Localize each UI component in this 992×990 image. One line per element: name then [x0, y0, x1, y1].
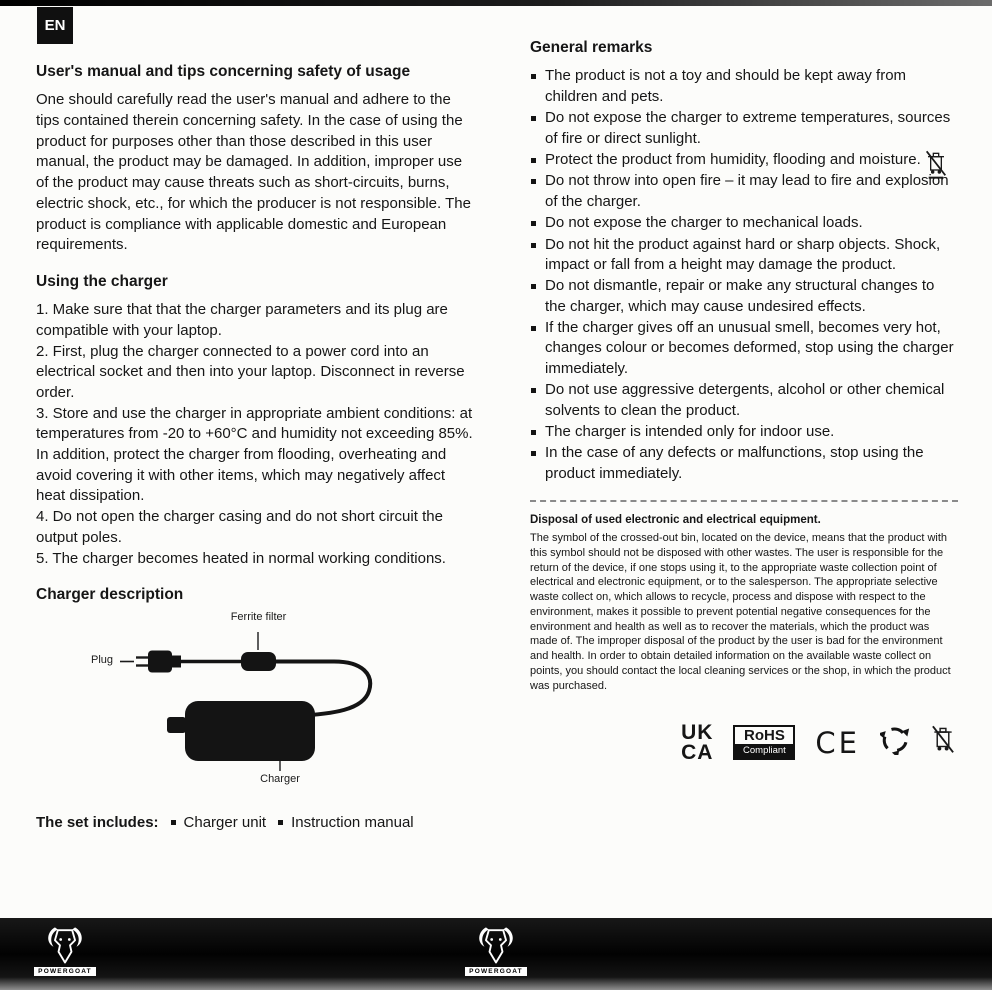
disposal-body: The symbol of the crossed-out bin, located on the device, means that the product with this symbol should not be disposed with other wastes. The user is responsible for the return of the device, if one stops using it, to the appropriate waste collection point of electrical and electronic equipment, or to the salesperson. The appropriate selective waste collect on, which allows to recycle, process and dispose with respect to the environment, makes it possible to prevent potential negative consequences for the environment and health as well as to recover the materials, which the product was made of. The improper disposal of the product by the user is bad for the environment and health. In order to obtain detailed information on the available waste collect on points, you should contact the local cleaning services or the shop, in which the product was purchased. — [530, 532, 951, 692]
right-column — [530, 36, 958, 847]
rohs-label: RoHS — [744, 727, 785, 745]
dashed-divider — [530, 500, 958, 502]
remark-item: Protect the product from humidity, flooding and moisture. — [530, 150, 958, 170]
ukca-bottom-label: CA — [681, 740, 714, 764]
charger-label: Charger — [260, 772, 300, 785]
rohs-compliant-label: Compliant — [735, 744, 793, 758]
top-edge-strip — [0, 0, 992, 6]
disposal-section — [530, 514, 958, 693]
remark-item: The product is not a toy and should be kept away from children and pets. — [530, 66, 958, 107]
safety-body: One should carefully read the user's manual and adhere to the tips contained therein concerning safety. In the case of using the product for purposes other than those described in this user manual, the product may be damaged. In addition, improper use of the product may cause threats such as short-circuits, burns, electric shock, etc., for which the producer is not responsible. The product is compliance with applicable domestic and European requirements. — [36, 91, 471, 254]
disposal-heading: Disposal of used electronic and electrical equipment. — [530, 514, 821, 527]
section-safety — [36, 62, 478, 256]
ce-mark: CE — [815, 725, 860, 760]
step-item: 4. Do not open the charger casing and do not short circuit the output poles. — [36, 508, 443, 546]
recycle-icon — [880, 725, 910, 760]
ferrite-filter-label: Ferrite filter — [230, 610, 287, 623]
remark-item: Do not hit the product against hard or sharp objects. Shock, impact or fall from a height may damage the product. — [530, 235, 958, 276]
footer-band — [0, 918, 992, 990]
brand-logo — [461, 923, 531, 976]
remark-item: In the case of any defects or malfunctions, stop using the product immediately. — [530, 443, 958, 484]
section-charger-description — [36, 585, 478, 830]
general-remarks-heading: General remarks — [530, 39, 653, 56]
charger-drawing-icon — [36, 614, 478, 796]
remark-item: Do not use aggressive detergents, alcohol or other chemical solvents to clean the product. — [530, 380, 958, 421]
remark-item: The charger is intended only for indoor use. — [530, 422, 958, 442]
remark-item: Do not throw into open fire – it may lead to fire and explosion of the charger. — [530, 171, 958, 212]
remark-item: Do not expose the charger to extreme temperatures, sources of fire or direct sunlight. — [530, 108, 958, 149]
safety-heading: User's manual and tips concerning safety of usage — [36, 63, 411, 80]
left-column — [36, 36, 478, 847]
step-item: 1. Make sure that that the charger parameters and its plug are compatible with your laptop. — [36, 301, 448, 339]
rohs-mark — [733, 725, 795, 760]
brand-name: POWERGOAT — [465, 967, 527, 976]
weee-bin-icon — [930, 723, 956, 762]
remark-item: Do not dismantle, repair or make any structural changes to the charger, which may cause undesired effects. — [530, 276, 958, 317]
using-steps — [36, 300, 478, 569]
charger-diagram — [36, 610, 478, 796]
step-item: 2. First, plug the charger connected to a power cord into an electrical socket and then into your laptop. Disconnect in reverse order. — [36, 342, 465, 401]
content-columns — [36, 36, 958, 847]
general-remarks-list — [530, 66, 958, 484]
set-item: Instruction manual — [278, 814, 414, 831]
set-includes-line — [36, 814, 478, 831]
step-item: 3. Store and use the charger in appropriate ambient conditions: at temperatures from -20 to +60°C and humidity not exceeding 85%. In addition, protect the charger from flooding, overheating and avoid covering it with other items, which may negatively affect heat dissipation. — [36, 404, 473, 505]
ukca-top-label: UK — [681, 721, 714, 745]
set-includes-label: The set includes: — [36, 813, 159, 831]
compliance-marks — [530, 723, 958, 762]
language-badge: EN — [37, 7, 73, 44]
using-heading: Using the charger — [36, 272, 168, 290]
step-item: 5. The charger becomes heated in normal working conditions. — [36, 549, 446, 567]
remark-item: If the charger gives off an unusual smell, becomes very hot, changes colour or becomes deformed, stop using the charger immediately. — [530, 318, 958, 379]
brand-name: POWERGOAT — [34, 967, 96, 976]
ukca-mark — [681, 723, 713, 762]
section-using-charger — [36, 272, 478, 569]
description-heading: Charger description — [36, 586, 184, 604]
remark-item: Do not expose the charger to mechanical loads. — [530, 213, 958, 233]
brand-logo — [30, 923, 100, 976]
plug-label: Plug — [91, 653, 114, 666]
set-item: Charger unit — [171, 814, 267, 831]
